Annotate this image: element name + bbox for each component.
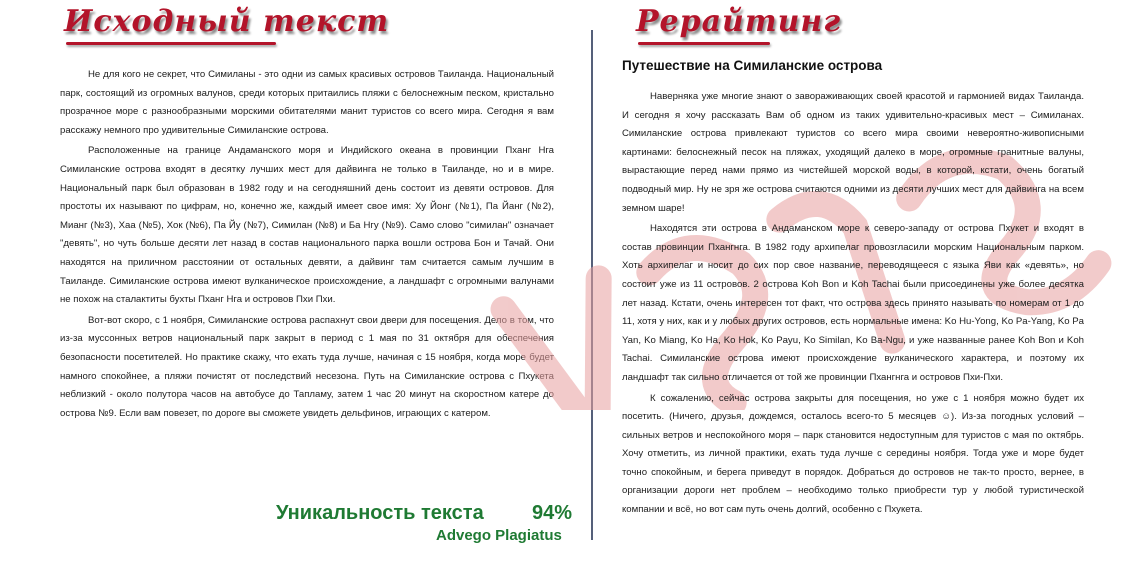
rewrite-title-underline xyxy=(638,42,770,45)
rewrite-heading: Путешествие на Симиланские острова xyxy=(622,58,883,73)
uniqueness-value: 94% xyxy=(532,502,573,524)
rewrite-text-column xyxy=(622,88,1084,522)
rewrite-paragraph: К сожалению, сейчас острова закрыты для посещения, но уже с 1 ноября можно будет их посетить. (Ничего, друзья, дождемся, осталось всего-то 5 месяцев ☺). Из-за погодных условий – сильных ветров и неспокойного моря – парк становится недоступным для туристов с мая по октябрь. Хочу отметить, из личной практики, ехать туда лучше с середины ноября. Тогда уже и море будет точно спокойным, и берега приведут в порядок. Добраться до островов не так-то просто, вернее, в организации дороги нет проблем – необходимо только приобрести тур у любой туристической компании и всё, но вот сам путь очень долгий, особенно с Пхукета. xyxy=(622,392,1084,516)
original-paragraph: Расположенные на границе Андаманского моря и Индийского океана в провинции Пханг Нга Симиланские острова входят в десятку лучших мест для дайвинга не только в Таиланде, но и в мире. Национальный парк был образован в 1982 году и на сегодняшний день состоит из девяти островов. Для простоты их называют по цифрам, но, конечно же, каждый имеет свое имя: Ху Йонг (№1), Па Йанг (№2), Мианг (№3), Хаа (№5), Хок (№6), Па Йу (№7), Симилан (№8) и Ба Нгу (№9). Само слово "симилан" означает "девять", но чуть больше десяти лет назад в состав национального парка вошли острова Бон и Тачай. Они находятся на приличном расстоянии от остальных девяти, а дайвинг там считается самым лучшим в Таиланде. Симиланские острова имеют вулканическое происхождение, а ландшафт с огромными валунами не похож на сталактиты бухты Пханг Нга и островов Пхи Пхи. xyxy=(60,145,554,306)
original-text-column xyxy=(60,66,554,425)
original-paragraph: Вот-вот скоро, с 1 ноября, Симиланские острова распахнут свои двери для посещения. Дело в том, что из-за муссонных ветров национальный парк закрыт в период с 1 мая по 31 октября для обеспечения безопасности посетителей. Но практике скажу, что ехать туда лучше, начиная с 15 ноября, когда море будет намного спокойнее, а пляжи почистят от последствий несезона. Путь на Симиланские острова с Пхукета неблизкий - около полутора часов на автобусе до Тапламу, затем 1 час 20 минут на скоростном катере до острова №9. Если вам повезет, по дороге вы сможете увидеть дельфинов, играющих с катером. xyxy=(60,314,554,419)
rewrite-paragraph: Находятся эти острова в Андаманском море к северо-западу от острова Пхукет и входят в состав провинции Пхангнга. В 1982 году архипелаг провозгласили морским Национальным парком. Хоть архипелаг и носит до сих пор свое название, переводящееся с языка Яви как «девять», но состоит уже из 11 островов. 2 острова Koh Bon и Koh Tachai были присоединены уже более десятка лет назад. Кстати, очень интересен тот факт, что острова здесь принято называть по номерам от 1 до 11, хотя у них, как и у любых других островов, есть нормальные имена: Ko Hu-Yong, Ko Pa-Yang, Ko Pa Yan, Ko Miang, Ko Ha, Ko Hok, Ko Payu, Ko Similan, Ko Ba-Ngu, и уже названные ранее Koh Bon и Koh Tachai. Симиланские острова имеют происхождение вулканического характера, и поэтому их ландшафт так сильно отличается от той же провинции Пхангнга и островов Пхи-Пхи. xyxy=(622,223,1084,383)
original-paragraph: Не для кого не секрет, что Симиланы - это одни из самых красивых островов Таиланда. Национальный парк, состоящий из огромных валунов, среди которых притаились пляжи с белоснежным песком, кристально прозрачное море с разнообразными морскими обитателями манит туристов со всего мира. Сегодня я вам расскажу немного про удивительные Симиланские острова. xyxy=(60,69,554,136)
original-text-title: Исходный текст xyxy=(64,4,390,39)
original-title-underline xyxy=(66,42,276,45)
column-divider xyxy=(591,30,593,540)
rewrite-paragraph: Наверняка уже многие знают о завораживающих своей красотой и гармонией видах Таиланда. И сегодня я хочу рассказать Вам об одном из таких удивительно-красивых мест – Симиланах. Симиланские острова привлекают туристов со всего мира своими невероятно-живописными картинами: белоснежный песок на пляжах, уходящий далеко в море, огромные гранитные валуны, вырастающие перед нами прямо из чистейшей морской воды, в которой, кстати, очень богатый подводный мир. Ну не зря же острова считаются одними из десяти лучших мест для дайвинга на всем земном шаре! xyxy=(622,91,1084,214)
uniqueness-label: Уникальность текста xyxy=(276,502,484,524)
tool-name: Advego Plagiatus xyxy=(436,527,562,544)
rewrite-title: Рерайтинг xyxy=(636,4,842,39)
